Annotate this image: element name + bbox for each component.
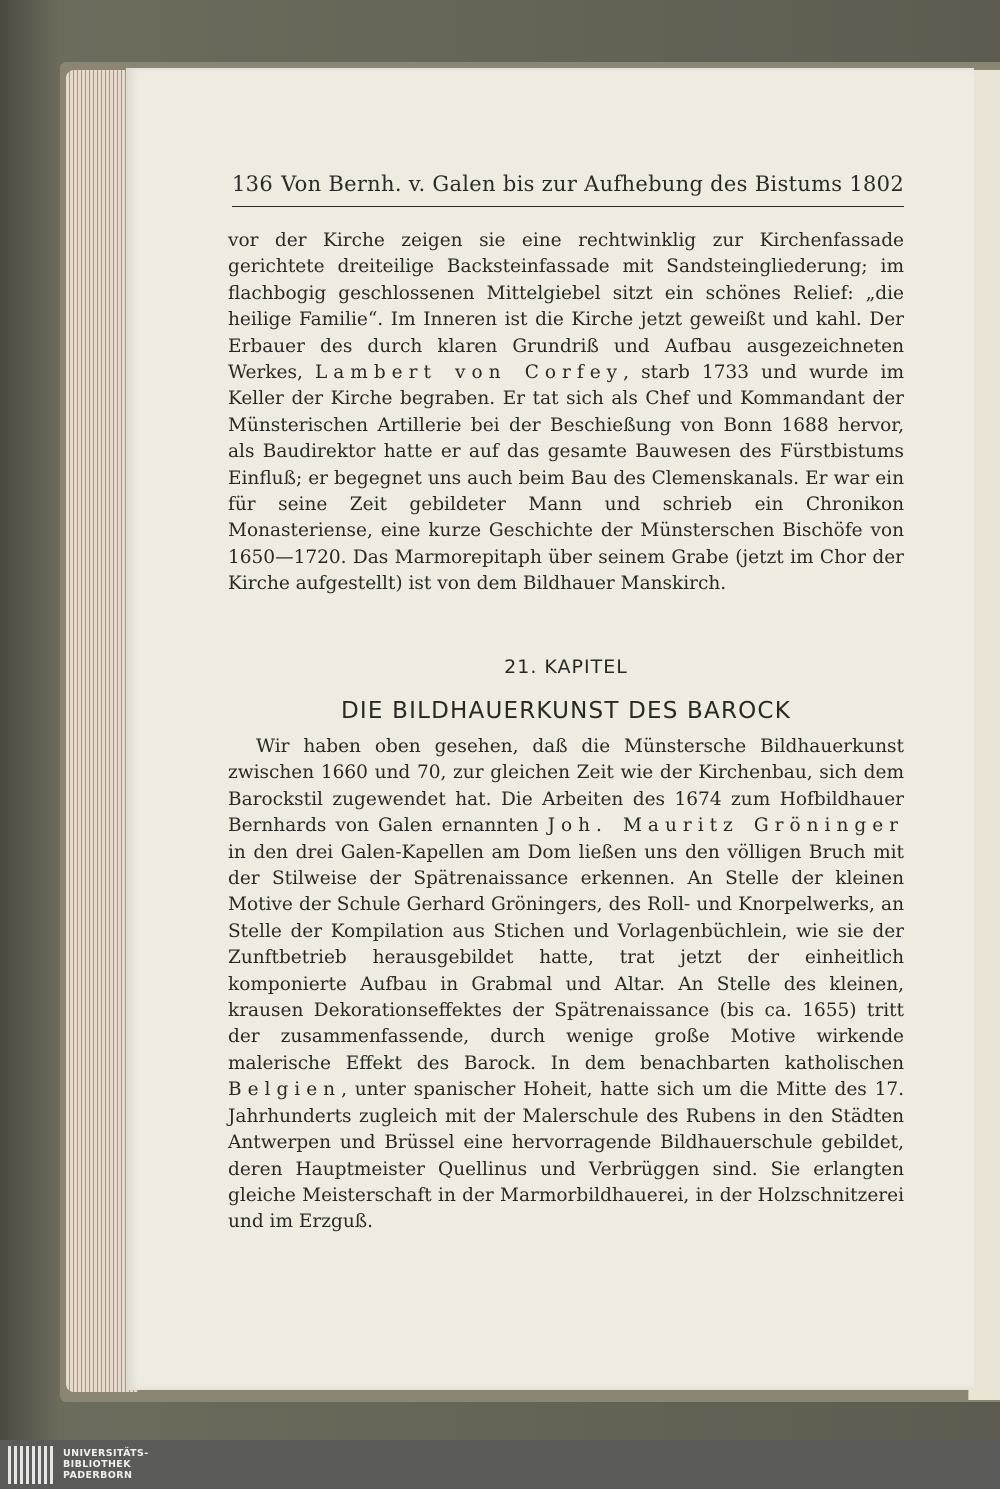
page-number: 136 [232, 172, 273, 196]
logo-line-1: UNIVERSITÄTS- [63, 1448, 149, 1459]
paragraph-2 [228, 734, 904, 1236]
library-logo-icon [8, 1446, 53, 1484]
paragraph-2-text-a: Wir haben oben gesehen, daß die Münstersche Bildhauerkunst zwischen 1660 und 70, zur gleichen Zeit wie der Kirchenbau, sich dem Barockstil zugewendet hat. Die Arbeiten des 1674 zum Hofbildhauer Bernhards von Galen ernannten [228, 736, 904, 837]
chapter-number: 21. KAPITEL [504, 656, 628, 678]
person-name-corfey: Lambert von Corfey [314, 362, 624, 384]
paragraph-1-text-b: , starb 1733 und wurde im Keller der Kirche begraben. Er tat sich als Chef und Kommandant der Münsterischen Artillerie bei der Beschießung von Bonn 1688 hervor, als Baudirektor hatte er auf das gesamte Bauwesen des Fürstbistums Einfluß; er begegnet uns auch beim Bau des Clemenskanals. Er war ein für seine Zeit gebildeter Mann und schrieb ein Chronikon Monasteriense, eine kurze Geschichte der Münsterschen Bischöfe von 1650—1720. Das Marmorepitaph über seinem Grabe (jetzt im Chor der Kirche aufgestellt) ist von dem Bildhauer Manskirch. [228, 362, 904, 595]
library-footer [0, 1440, 1000, 1489]
paragraph-1-text-a: vor der Kirche zeigen sie eine rechtwinklig zur Kirchenfassade gerichtete dreiteilige Backsteinfassade mit Sandsteingliederung; im flachbogig geschlossenen Mittelgiebel sitzt ein schönes Relief: „die heilige Familie“. Im Inneren ist die Kirche jetzt geweißt und kahl. Der Erbauer des durch klaren Grundriß und Aufbau ausgezeichneten Werkes, [228, 230, 904, 384]
logo-line-2: BIBLIOTHEK [63, 1459, 131, 1470]
running-head [232, 172, 904, 196]
paragraph-2-text-b: in den drei Galen-Kapellen am Dom ließen uns den völligen Bruch mit der Stilweise der Spätrenaissance erkennen. An Stelle der kleinen Motive der Schule Gerhard Gröningers, des Roll- und Knorpelwerks, an Stelle der Kompilation aus Stichen und Vorlagenbüchlein, wie sie der Zunftbetrieb herausgebildet hatte, trat jetzt der einheitlich komponierte Aufbau in Grabmal und Altar. An Stelle des kleinen, krausen Dekorationseffektes der Spätrenaissance (bis ca. 1655) tritt der zusammenfassende, durch wenige große Motive wirkende malerische Effekt des Barock. In dem benachbarten katholischen [228, 841, 904, 1074]
library-logo-text [63, 1448, 149, 1481]
chapter-title: DIE BILDHAUERKUNST DES BAROCK [341, 698, 791, 724]
paragraph-2-text-c: , unter spanischer Hoheit, hatte sich um die Mitte des 17. Jahrhunderts zugleich mit der Malerschule des Rubens in den Städten Antwerpen und Brüssel eine hervorragende Bildhauerschule gebildet, deren Hauptmeister Quellinus und Verbrüggen sind. Sie erlangten gleiche Meisterschaft in der Marmorbildhauerei, in der Holzschnitzerei und im Erzguß. [228, 1079, 904, 1233]
person-name-groeninger: Joh. Mauritz Gröninger [547, 815, 904, 837]
paragraph-1 [228, 228, 904, 598]
running-title: Von Bernh. v. Galen bis zur Aufhebung des Bistums 1802 [281, 172, 904, 196]
logo-line-3: PADERBORN [63, 1470, 133, 1481]
header-rule [232, 206, 904, 207]
place-name-belgien: Belgien [228, 1079, 342, 1101]
